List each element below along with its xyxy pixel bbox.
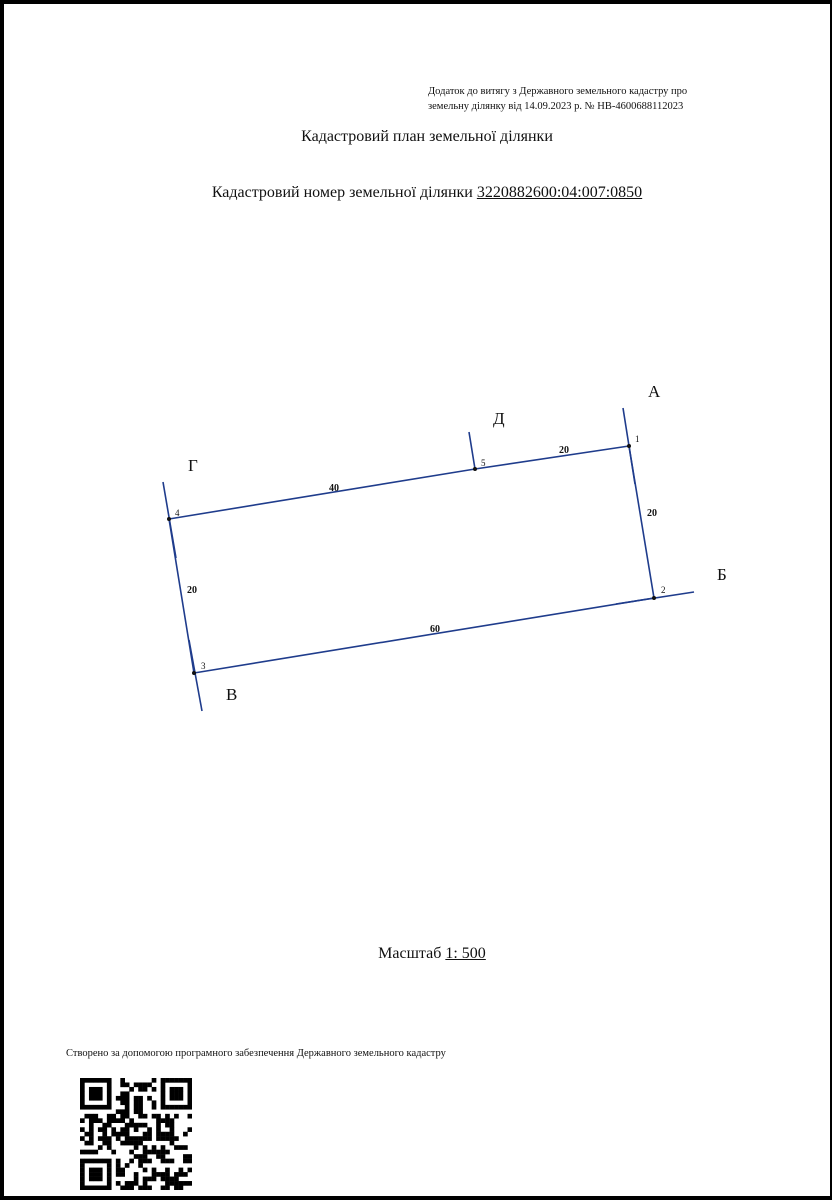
cadastral-plan: [4, 4, 830, 1196]
parcel-boundary-2-3: [194, 598, 654, 673]
vertex-number-1: 1: [635, 434, 640, 444]
vertex-number-2: 2: [661, 585, 666, 595]
vertex-number-5: 5: [481, 458, 486, 468]
appendix-line-2: земельну ділянку від 14.09.2023 р. № НВ-4600688112023: [428, 101, 684, 112]
vertex-point-3: [192, 671, 196, 675]
segment-length-label: 20: [187, 585, 197, 596]
neighbor-label-G: Г: [188, 456, 198, 475]
vertex-point-5: [473, 467, 477, 471]
scale-label: Масштаб: [378, 945, 442, 962]
parcel-boundary-5-4: [169, 469, 475, 519]
appendix-line-1: Додаток до витягу з Державного земельного кадастру про: [428, 86, 688, 97]
parcel-boundary-3-4: [169, 519, 194, 673]
neighbor-label-A: А: [648, 382, 661, 401]
software-note: Створено за допомогою програмного забезпечення Державного земельного кадастру: [66, 1048, 446, 1059]
neighbor-label-V: В: [226, 685, 238, 704]
vertex-point-2: [652, 596, 656, 600]
segment-length-label: 20: [559, 445, 569, 456]
qr-code-icon: [80, 1078, 192, 1190]
scale-line: [4, 945, 832, 963]
page-title: Кадастровий план земельної ділянки: [301, 128, 553, 145]
vertex-number-4: 4: [175, 508, 180, 518]
cadastral-number: 3220882600:04:007:0850: [476, 184, 643, 201]
vertex-number-3: 3: [201, 661, 206, 671]
vertex-point-1: [627, 444, 631, 448]
cadastral-number-label: Кадастровий номер земельної ділянки: [211, 184, 473, 201]
boundary-extension-5: [469, 432, 475, 469]
parcel-boundary-1-2: [629, 446, 654, 598]
parcel-boundary-1-5: [475, 446, 629, 469]
vertex-point-4: [167, 517, 171, 521]
scale-value: 1: 500: [445, 945, 486, 962]
neighbor-label-D: Д: [493, 409, 505, 428]
document-page: [4, 4, 830, 1196]
segment-length-label: 20: [647, 508, 657, 519]
segment-length-label: 40: [329, 483, 339, 494]
neighbor-label-B: Б: [717, 565, 727, 584]
segment-length-label: 60: [430, 624, 440, 635]
